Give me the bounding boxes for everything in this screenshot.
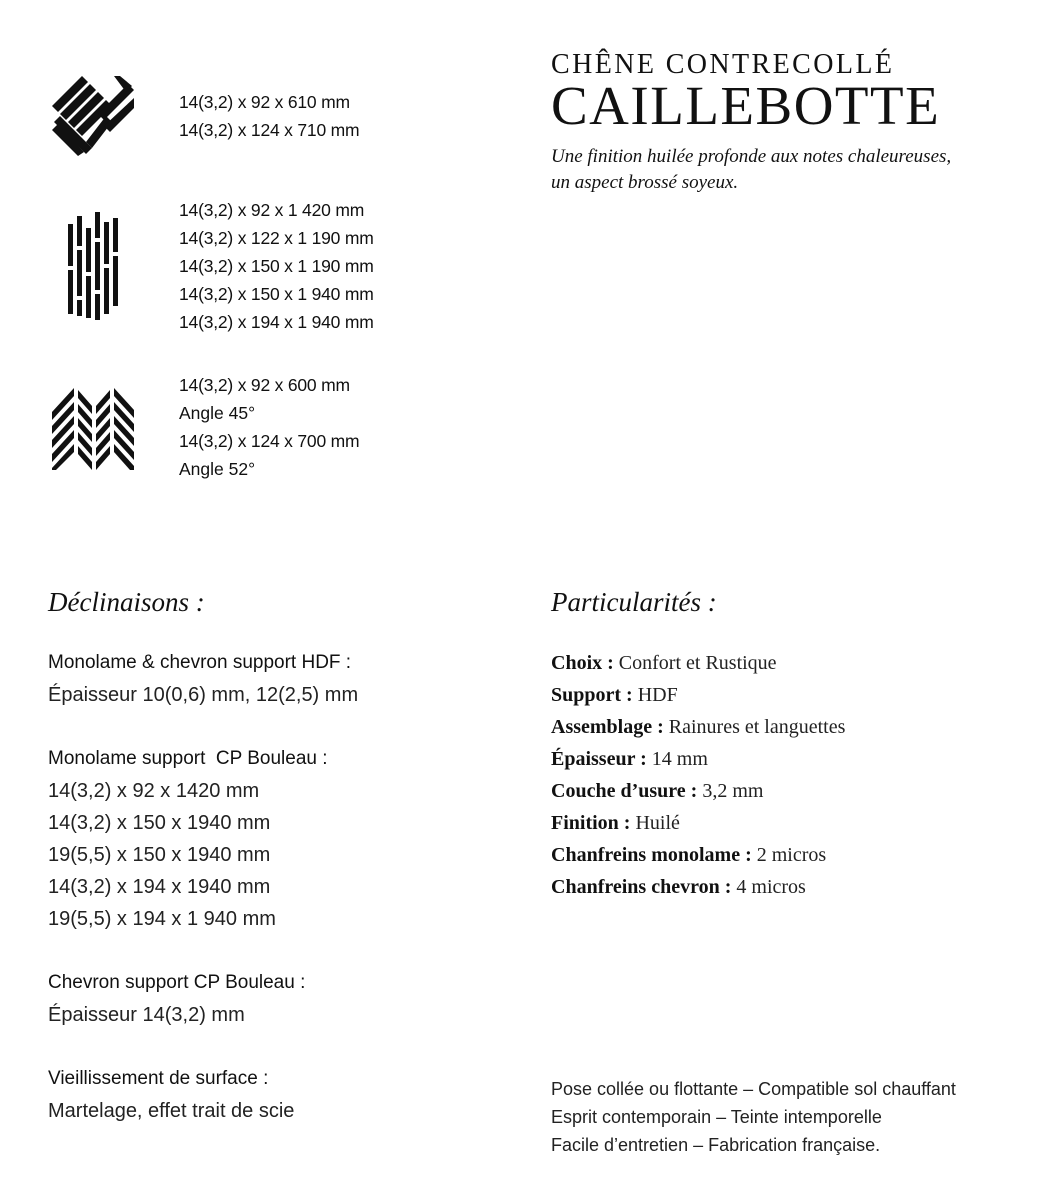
group-line: Martelage, effet trait de scie [48,1100,295,1122]
feature-line: Pose collée ou flottante – Compatible sol chauffant [551,1079,956,1099]
group-line: Épaisseur 10(0,6) mm, 12(2,5) mm [48,684,359,706]
spec-row [551,871,1031,903]
size-line: 14(3,2) x 124 x 700 mm [179,431,360,451]
angle-line: Angle 45° [179,403,256,423]
group-title: Chevron support CP Bouleau : [48,972,306,993]
product-title: CAILLEBOTTE [551,75,941,136]
tagline-line: un aspect brossé soyeux. [551,172,739,193]
spec-value: HDF [637,684,678,706]
spec-label: Chanfreins chevron : [551,876,732,898]
feature-line: Facile d’entretien – Fabrication française. [551,1135,881,1155]
group-line: 14(3,2) x 194 x 1940 mm [48,876,271,898]
declinaison-group [48,647,508,711]
group-title: Monolame & chevron support HDF : [48,652,352,673]
tagline-line: Une finition huilée profonde aux notes chaleureuses, [551,146,952,167]
spec-value: Confort et Rustique [618,652,777,674]
spec-row [551,807,1031,839]
plank-sizes [179,196,374,336]
group-line: 19(5,5) x 150 x 1940 mm [48,844,271,866]
spec-value: Huilé [635,812,680,834]
group-line: Épaisseur 14(3,2) mm [48,1004,245,1026]
declinaison-group [48,967,508,1031]
group-line: 19(5,5) x 194 x 1 940 mm [48,908,276,930]
herringbone-sizes [179,88,359,144]
declinaison-group [48,1063,508,1127]
size-line: 14(3,2) x 92 x 1 420 mm [179,200,365,220]
spec-value: 3,2 mm [702,780,764,802]
declinaisons-heading: Déclinaisons : [48,587,205,617]
size-line: 14(3,2) x 122 x 1 190 mm [179,228,374,248]
size-line: 14(3,2) x 194 x 1 940 mm [179,312,374,332]
spec-label: Assemblage : [551,716,664,738]
spec-row [551,679,1031,711]
spec-row [551,647,1031,679]
spec-label: Chanfreins monolame : [551,844,752,866]
spec-row [551,743,1031,775]
features-footer [551,1075,956,1159]
plank-icon [66,210,122,322]
spec-label: Couche d’usure : [551,780,698,802]
spec-label: Support : [551,684,633,706]
group-line: 14(3,2) x 150 x 1940 mm [48,812,271,834]
spec-label: Épaisseur : [551,748,647,770]
size-line: 14(3,2) x 150 x 1 940 mm [179,284,374,304]
spec-row [551,839,1031,871]
feature-line: Esprit contemporain – Teinte intemporelle [551,1107,882,1127]
spec-value: 4 micros [736,876,806,898]
spec-row [551,711,1031,743]
size-line: 14(3,2) x 150 x 1 190 mm [179,256,374,276]
spec-label: Choix : [551,652,614,674]
particularites-section [551,585,1031,903]
product-supertitle: CHÊNE CONTRECOLLÉ [551,49,895,80]
chevron-sizes [179,371,359,483]
angle-line: Angle 52° [179,459,256,479]
spec-label: Finition : [551,812,631,834]
chevron-icon [48,388,138,470]
spec-value: 14 mm [651,748,708,770]
group-line: 14(3,2) x 92 x 1420 mm [48,780,260,802]
spec-value: 2 micros [756,844,827,866]
title-block [551,50,1031,196]
declinaisons-section [48,585,508,1159]
spec-row [551,775,1031,807]
product-tagline [551,144,1031,196]
size-line: 14(3,2) x 124 x 710 mm [179,120,360,140]
spec-value: Rainures et languettes [668,716,846,738]
size-line: 14(3,2) x 92 x 600 mm [179,375,350,395]
group-title: Monolame support CP Bouleau : [48,748,328,769]
herringbone-icon [48,76,138,156]
declinaison-group [48,743,508,935]
particularites-heading: Particularités : [551,587,717,617]
group-title: Vieillissement de surface : [48,1068,269,1089]
size-line: 14(3,2) x 92 x 610 mm [179,92,350,112]
